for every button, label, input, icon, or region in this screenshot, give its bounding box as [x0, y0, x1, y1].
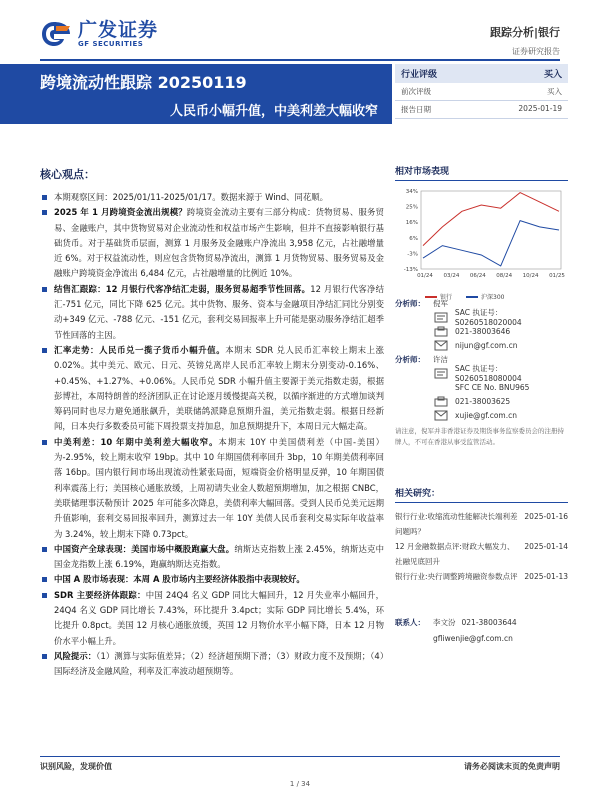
- company-logo: [40, 20, 158, 48]
- contact-name-row: [395, 614, 568, 630]
- bullet-item: 中美利差：10 年期中美利差大幅收窄。本期末 10Y 中美国债利差（中国-美国）为-2.95%，较上期末收窄 19bp。其中 10 年期国债利率回升 3bp，10 年期美债利率回落 16bp。国内银行间市场出现流动性紧张局面，短端资金价格明显反弹，10 年期国债利率震荡上行；美国核心通胀放缓，上周初请失业金人数超预期增加，加之根据 CNBC，美联储理事沃勒预计 2025 年可能多次降息，美债利率大幅回落。受到人民币兑美元远期升值影响，套利交易回报率回升，测算过去一年 10Y 美债人民币套利交易实际年收益率为 3.24%，较上期末下降 0.73pct。: [40, 435, 384, 542]
- legend-item-hs300: 沪深300: [466, 292, 504, 301]
- analyst-sac: SAC 执证号：S0260518020004: [454, 308, 522, 327]
- x-tick-label: 06/24: [469, 273, 486, 279]
- related-item[interactable]: 银行行业:央行调整跨境融资参数点评 2025-01-13: [395, 572, 568, 581]
- report-type: 跟踪分析|银行: [489, 26, 560, 39]
- y-tick-label: 16%: [405, 220, 418, 227]
- related-research-title: 相关研究：: [395, 486, 568, 503]
- contact-label: 联系人：: [395, 617, 425, 627]
- series-line-hs300: [423, 221, 559, 266]
- y-tick-label: 25%: [405, 204, 418, 211]
- bullet-square-icon: [42, 593, 47, 598]
- bullet-square-icon: [42, 287, 47, 292]
- analyst-sac: SAC 执证号：S0260518080004: [454, 364, 522, 383]
- page-footer: [40, 756, 560, 772]
- related-item[interactable]: 12 月金融数据点评:财政大幅发力、社融见底回升 2025-01-14: [395, 542, 568, 566]
- x-tick-label: 01/24: [417, 273, 433, 279]
- y-tick-label: -13%: [403, 267, 418, 273]
- analyst-email[interactable]: nijun@gf.com.cn: [455, 340, 518, 350]
- report-subtype: 证券研究报告: [512, 47, 560, 56]
- chart-plot-frame: [421, 191, 561, 269]
- market-chart-section: [395, 164, 568, 301]
- bullet-item: SDR 主要经济体跟踪：中国 24Q4 名义 GDP 同比大幅回升，12 月失业率小幅回升，24Q4 名义 GDP 同比增长 7.43%，环比提升 3.4pct；实际 GDP 同比增长 5.4%，环比提升 0.8pct。美国 12 月核心通胀放缓，英国 12 月物价水平小幅下降，日本 12 月物价水平小幅上升。: [40, 588, 384, 649]
- bullet-item: 汇率走势：人民币兑一揽子货币小幅升值。本期末 SDR 兑人民币汇率较上期末上涨 0.02%。其中美元、欧元、日元、英镑兑离岸人民币汇率较上期末分别变动-0.16%、+0.45%、+1.27%、+0.06%。人民币兑 SDR 小幅升值主要源于美元指数走弱，根据彭博社，本周特朗普的经济团队正在讨论逐月缓慢提高关税，以循序渐进的方式增加谈判筹码同时也尽力避免通胀飙升，美联储鸽派降息预期升温，美元指数走弱。根据日经新闻，日本央行多数委员可能下周投票支持加息，加息预期提升下，本周日元大幅走高。: [40, 343, 384, 435]
- y-tick-label: 6%: [409, 235, 418, 242]
- contact-phone[interactable]: 021-38003644: [461, 617, 517, 627]
- analyst-section: [395, 296, 568, 448]
- bullet-square-icon: [42, 348, 47, 353]
- footer-slogan: 识别风险，发现价值: [40, 762, 112, 771]
- analyst-sfc: SFC CE No. BNU965: [455, 382, 530, 392]
- report-date-label: 报告日期: [401, 105, 431, 114]
- prev-rating-value: 买入: [547, 87, 562, 96]
- report-title: 跨境流动性跟踪 20250119: [40, 73, 247, 92]
- market-chart-title: 相对市场表现: [395, 164, 568, 181]
- report-date-row: [395, 101, 568, 119]
- prev-rating-row: [395, 83, 568, 101]
- market-chart-svg: [395, 181, 568, 289]
- logo-mark-icon: [40, 20, 74, 48]
- x-tick-label: 01/25: [549, 273, 565, 279]
- contact-email[interactable]: gfliwenjie@gf.com.cn: [433, 633, 513, 643]
- bullet-item: 2025 年 1 月跨境资金流出规模？跨境资金流动主要有三部分构成：货物贸易、服务贸易、金融账户，其中货物贸易对企业流动性和权益市场产生影响，但并不直接影响银行基础货币。对于基础货币层面，测算 1 月服务及金融账户净流出 3,958 亿元，占社融增量近 6%。对于权益流动性，则应包含货物贸易净流出，测算 1 月货物贸易、服务贸易及金融账户跨境资金净流出 6,484 亿元，占社融增量的比例近 10%。: [40, 205, 384, 281]
- bullet-square-icon: [42, 210, 47, 215]
- analyst-phone[interactable]: 021-38003625: [455, 396, 511, 406]
- bullet-item: 结售汇跟踪：12 月银行代客净结汇走弱，服务贸易超季节性回落。12 月银行代客净结汇-751 亿元，同比下降 625 亿元。其中货物、服务、资本与金融项目净结汇同比分别变动+349 亿元、-788 亿元、-151 亿元，套利交易回报率上升可能是驱动服务净结汇超季节性回落的主因。: [40, 282, 384, 343]
- analyst-name: 倪军: [433, 298, 448, 308]
- prev-rating-label: 前次评级: [401, 87, 431, 96]
- bullet-square-icon: [42, 654, 47, 659]
- analyst-notice: 请注意，倪军并非香港证券及期货事务监察委员会的注册持牌人，不可在香港从事受监管活动。: [395, 427, 564, 446]
- x-tick-label: 08/24: [496, 273, 513, 279]
- bullet-square-icon: [42, 440, 47, 445]
- y-tick-label: 34%: [405, 189, 418, 195]
- rating-box: [395, 64, 568, 124]
- rating-label: 行业评级: [401, 70, 438, 80]
- bullet-item: 中国资产全球表现：美国市场中概股跑赢大盘。纳斯达克指数上涨 2.45%，纳斯达克中国金龙指数上涨 6.19%，跑赢纳斯达克指数。: [40, 542, 384, 573]
- related-research-section: [395, 486, 568, 584]
- certificate-icon: [433, 311, 449, 323]
- email-icon: [433, 339, 449, 351]
- rating-value: 买入: [543, 70, 562, 80]
- contact-name: 李文汾: [433, 617, 456, 627]
- legend-item-bank: 银行: [425, 292, 452, 301]
- page-header: [0, 0, 600, 62]
- x-tick-label: 03/24: [443, 273, 460, 279]
- analyst-name: 许洁: [433, 354, 448, 364]
- contact-section: [395, 614, 568, 646]
- analyst-1-sac-row: [395, 308, 568, 327]
- bullet-square-icon: [42, 195, 47, 200]
- rating-header: [395, 64, 568, 83]
- title-banner: [0, 64, 392, 124]
- bullet-item: 风险提示：（1）测算与实际值差异；（2）经济超预期下滑；（3）财政力度不及预期；（4）国际经济及金融风险，利率及汇率波动超预期等。: [40, 649, 384, 680]
- analyst-2-sac-row: [395, 364, 568, 383]
- email-icon: [433, 409, 449, 421]
- bullet-square-icon: [42, 547, 47, 552]
- y-tick-label: -3%: [407, 251, 418, 258]
- bullet-square-icon: [42, 577, 47, 582]
- analyst-2-phone-row: [395, 394, 568, 408]
- bullet-item: 中国 A 股市场表现：本周 A 股市场内主要经济体股指中表现较好。: [40, 572, 384, 587]
- logo-cn-text: 广发证券: [78, 19, 159, 41]
- report-subtitle: 人民币小幅升值，中美利差大幅收窄: [169, 104, 378, 119]
- analyst-label: 分析师：: [395, 354, 425, 364]
- phone-icon: [433, 395, 449, 407]
- core-views-title: 核心观点：: [40, 168, 95, 181]
- analyst-label: 分析师：: [395, 298, 425, 308]
- related-item[interactable]: 银行行业:收缩流动性能解决长端利差问题吗？ 2025-01-16: [395, 512, 568, 536]
- report-date-value: 2025-01-19: [518, 104, 562, 113]
- contact-email-row: [395, 630, 568, 646]
- series-line-bank: [423, 193, 559, 246]
- market-chart: [395, 181, 568, 301]
- page-number: 1 / 34: [289, 780, 311, 788]
- header-divider: [40, 59, 560, 61]
- bullet-item: 本期观察区间：2025/01/11-2025/01/17。数据来源于 Wind、同花顺。: [40, 190, 384, 205]
- certificate-icon: [433, 367, 449, 379]
- phone-icon: [433, 325, 449, 337]
- analyst-phone[interactable]: 021-38003646: [455, 326, 511, 336]
- footer-disclaimer[interactable]: 请务必阅读末页的免责声明: [464, 762, 560, 771]
- x-tick-label: 10/24: [522, 273, 539, 279]
- logo-en-text: GF SECURITIES: [78, 40, 144, 48]
- core-views-body: [40, 190, 384, 680]
- analyst-1-email-row: [395, 338, 568, 352]
- analyst-2-email-row: [395, 408, 568, 422]
- analyst-email[interactable]: xujie@gf.com.cn: [455, 410, 517, 420]
